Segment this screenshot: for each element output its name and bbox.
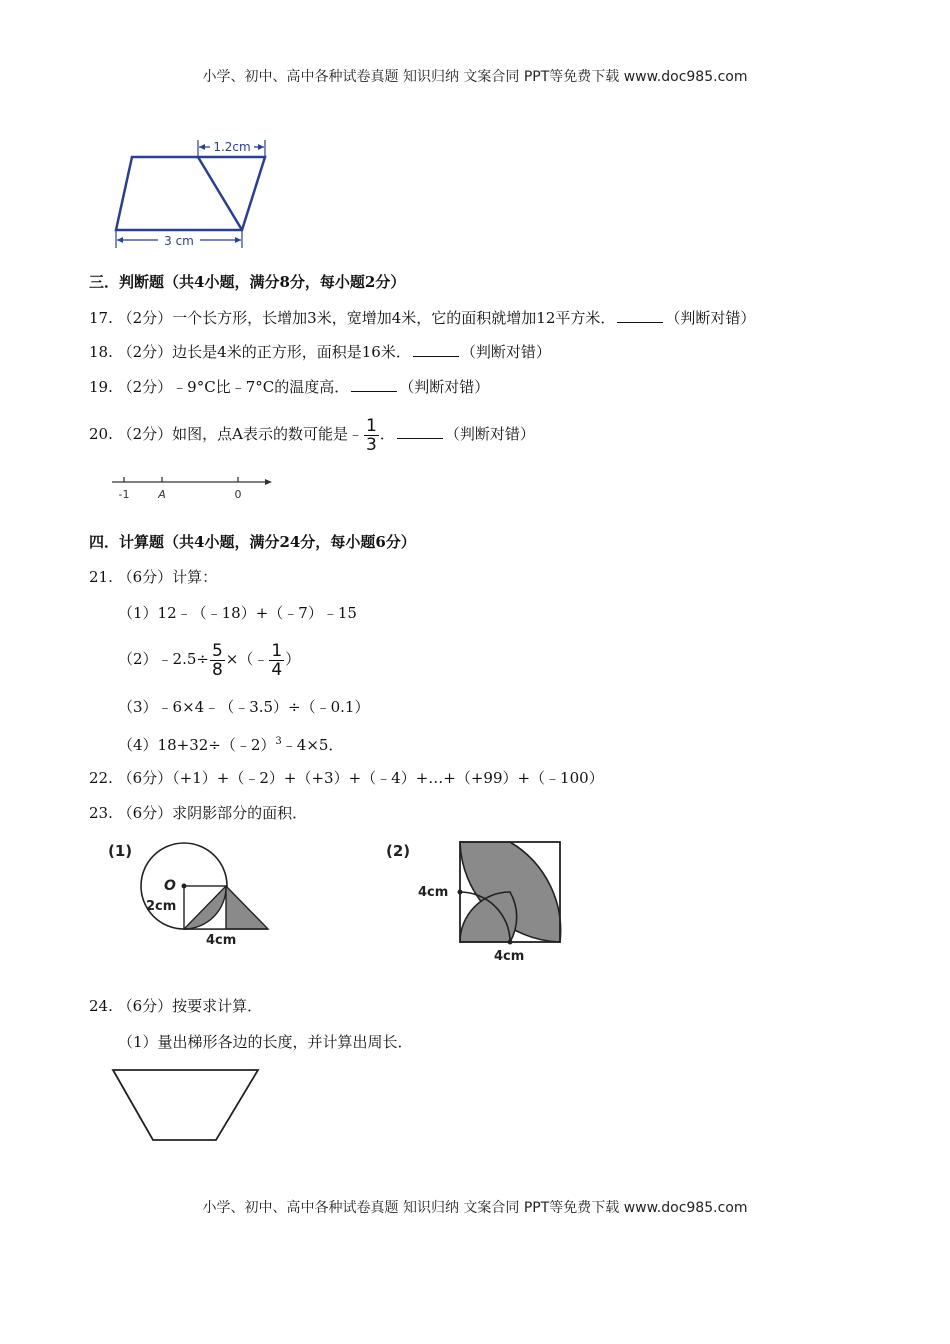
q20-suffix: （判断对错） <box>444 425 535 443</box>
parallelogram-shape <box>116 157 265 230</box>
question-24 <box>89 996 262 1016</box>
number-line-figure <box>108 470 278 504</box>
fraction-denominator: 4 <box>271 659 283 680</box>
q21-p2-c: ） <box>285 650 301 668</box>
q21-p2-a: （2）﹣2.5÷ <box>118 650 209 668</box>
arrow-head <box>258 144 264 150</box>
q21-part-3: （3）﹣6×4﹣（﹣3.5）÷（﹣0.1） <box>118 698 370 716</box>
fraction-denominator: 3 <box>366 434 377 455</box>
side-label: 4cm <box>418 885 449 900</box>
question-19 <box>89 377 489 397</box>
top-length-label: 1.2cm <box>213 140 251 154</box>
q18-answer-blank[interactable] <box>413 342 459 357</box>
q17-number: 17. <box>89 309 113 327</box>
figure-2-label: (2) <box>386 842 411 860</box>
arrow-head <box>199 144 205 150</box>
q17-text: （2分）一个长方形，长增加3米，宽增加4米，它的面积就增加12平方米． <box>117 309 616 327</box>
q21-fraction-2 <box>269 642 284 679</box>
page-footer: 小学、初中、高中各种试卷真题 知识归纳 文案合同 PPT等免费下载 www.doc985.com <box>202 1200 748 1216</box>
q19-text: （2分）﹣9°C比﹣7°C的温度高． <box>117 378 350 396</box>
fraction-numerator: 5 <box>211 640 223 661</box>
label-point-a: A <box>158 488 166 501</box>
base-midpoint <box>508 940 513 945</box>
bottom-length-label: 3 cm <box>164 234 194 248</box>
q19-number: 19. <box>89 378 113 396</box>
q21-number: 21. <box>89 568 113 586</box>
q20-answer-blank[interactable] <box>397 424 443 439</box>
parallelogram-figure <box>108 132 278 252</box>
q24-number: 24. <box>89 997 113 1015</box>
q18-text: （2分）边长是4米的正方形，面积是16米． <box>117 343 411 361</box>
q21-part-1: （1）12﹣（﹣18）+（﹣7）﹣15 <box>118 604 357 622</box>
fraction-numerator: 1 <box>271 640 283 661</box>
q17-suffix: （判断对错） <box>665 309 756 327</box>
question-18 <box>89 342 551 362</box>
side-midpoint <box>458 890 463 895</box>
q21-p4-a: （4）18+32÷（﹣2） <box>118 736 276 754</box>
q18-suffix: （判断对错） <box>460 343 551 361</box>
trapezoid-figure <box>108 1064 268 1148</box>
q21-part-4 <box>118 732 343 755</box>
q21-p4-b: ﹣4×5． <box>281 736 344 754</box>
q21-text: （6分）计算： <box>117 568 218 586</box>
q24-text: （6分）按要求计算． <box>117 997 263 1015</box>
q21-fraction-1 <box>210 642 225 679</box>
base-label: 4cm <box>206 933 237 948</box>
q22-number: 22. <box>89 769 113 787</box>
cut-line <box>198 157 242 230</box>
base-label: 4cm <box>494 949 525 964</box>
center-point <box>182 884 187 889</box>
q23-number: 23. <box>89 804 113 822</box>
center-label: O <box>164 878 176 894</box>
q21-p4-exponent: 3 <box>275 736 282 747</box>
arrow-head <box>117 237 123 243</box>
question-21 <box>89 567 217 587</box>
axis-arrow <box>265 479 272 485</box>
trapezoid-shape <box>113 1070 258 1140</box>
radius-label: 2cm <box>146 899 177 914</box>
q19-answer-blank[interactable] <box>351 377 397 392</box>
arrow-head <box>235 237 241 243</box>
page-header: 小学、初中、高中各种试卷真题 知识归纳 文案合同 PPT等免费下载 www.doc985.com <box>202 69 748 85</box>
q20-number: 20. <box>89 425 113 443</box>
figure-1 <box>104 834 284 950</box>
question-23 <box>89 803 307 823</box>
q21-p2-b: ×（﹣ <box>225 650 269 668</box>
q21-part-2 <box>118 638 300 680</box>
fraction-numerator: 1 <box>366 415 377 436</box>
shaded-lune-bottom <box>460 892 517 942</box>
q22-text: （6分）（+1）+（﹣2）+（+3）+（﹣4）+…+（+99）+（﹣100） <box>117 769 604 787</box>
label-minus-one: -1 <box>118 488 130 501</box>
q20-text: （2分）如图，点A表示的数可能是﹣ <box>117 425 364 443</box>
q23-text: （6分）求阴影部分的面积． <box>117 804 308 822</box>
label-zero: 0 <box>234 488 242 501</box>
figure-2 <box>380 834 580 968</box>
q20-fraction <box>364 417 379 454</box>
section-4-title: 四．计算题（共4小题，满分24分，每小题6分） <box>89 533 416 551</box>
q19-suffix: （判断对错） <box>399 378 490 396</box>
q20-after: ． <box>379 425 395 443</box>
fraction-denominator: 8 <box>211 659 223 680</box>
q24-part-1: （1）量出梯形各边的长度，并计算出周长． <box>118 1033 413 1051</box>
question-20 <box>89 414 535 454</box>
q17-answer-blank[interactable] <box>617 308 663 323</box>
section-3-title: 三．判断题（共4小题，满分8分，每小题2分） <box>89 273 406 291</box>
figure-1-label: (1) <box>108 842 133 860</box>
question-22 <box>89 768 604 788</box>
q18-number: 18. <box>89 343 113 361</box>
question-17 <box>89 308 755 328</box>
